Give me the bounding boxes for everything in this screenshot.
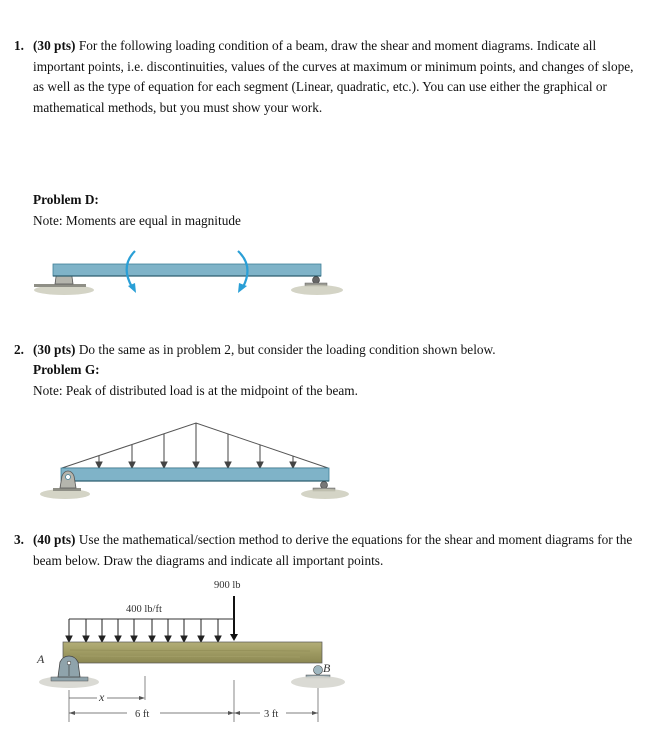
problem-d-title: Problem D: bbox=[33, 192, 99, 207]
wooden-beam bbox=[63, 642, 322, 663]
support-a-label: A bbox=[37, 652, 45, 666]
question-text: Do the same as in problem 2, but consider the loading condition shown below. bbox=[78, 342, 496, 357]
question-number: 2. bbox=[14, 342, 24, 357]
problem-d-note: Note: Moments are equal in magnitude bbox=[33, 213, 241, 228]
support-b-label: B bbox=[323, 661, 331, 675]
problem-g-note: Note: Peak of distributed load is at the midpoint of the beam. bbox=[33, 383, 358, 398]
point-load-label: 900 lb bbox=[214, 580, 241, 591]
question-number: 1. bbox=[14, 38, 24, 53]
question-points: (30 pts) bbox=[33, 38, 76, 53]
distributed-load-arrows bbox=[66, 619, 221, 642]
question-text: Use the mathematical/section method to derive the equations for the shear and moment diagrams for the beam below. Draw the diagrams and indicate all important points. bbox=[33, 532, 633, 568]
problem-g-title: Problem G: bbox=[33, 362, 100, 377]
dimension-6ft-label: 6 ft bbox=[135, 709, 150, 720]
distributed-load-label: 400 lb/ft bbox=[126, 604, 162, 615]
x-dimension-label: x bbox=[99, 690, 105, 704]
question-points: (30 pts) bbox=[33, 342, 76, 357]
dimension-3ft-label: 3 ft bbox=[264, 709, 279, 720]
question-points: (40 pts) bbox=[33, 532, 76, 547]
question-text: For the following loading condition of a beam, draw the shear and moment diagrams. Indicate all important points, i.e. discontinuities, values of the curves at maximum or minimum points, and changes of slope, as well as the type of equation for each segment (Linear, quadratic, etc.). You can use either the graphical or mathematical methods, but you must show your work. bbox=[33, 38, 634, 115]
roller-support-b-icon bbox=[314, 666, 323, 675]
question-number: 3. bbox=[14, 532, 24, 547]
